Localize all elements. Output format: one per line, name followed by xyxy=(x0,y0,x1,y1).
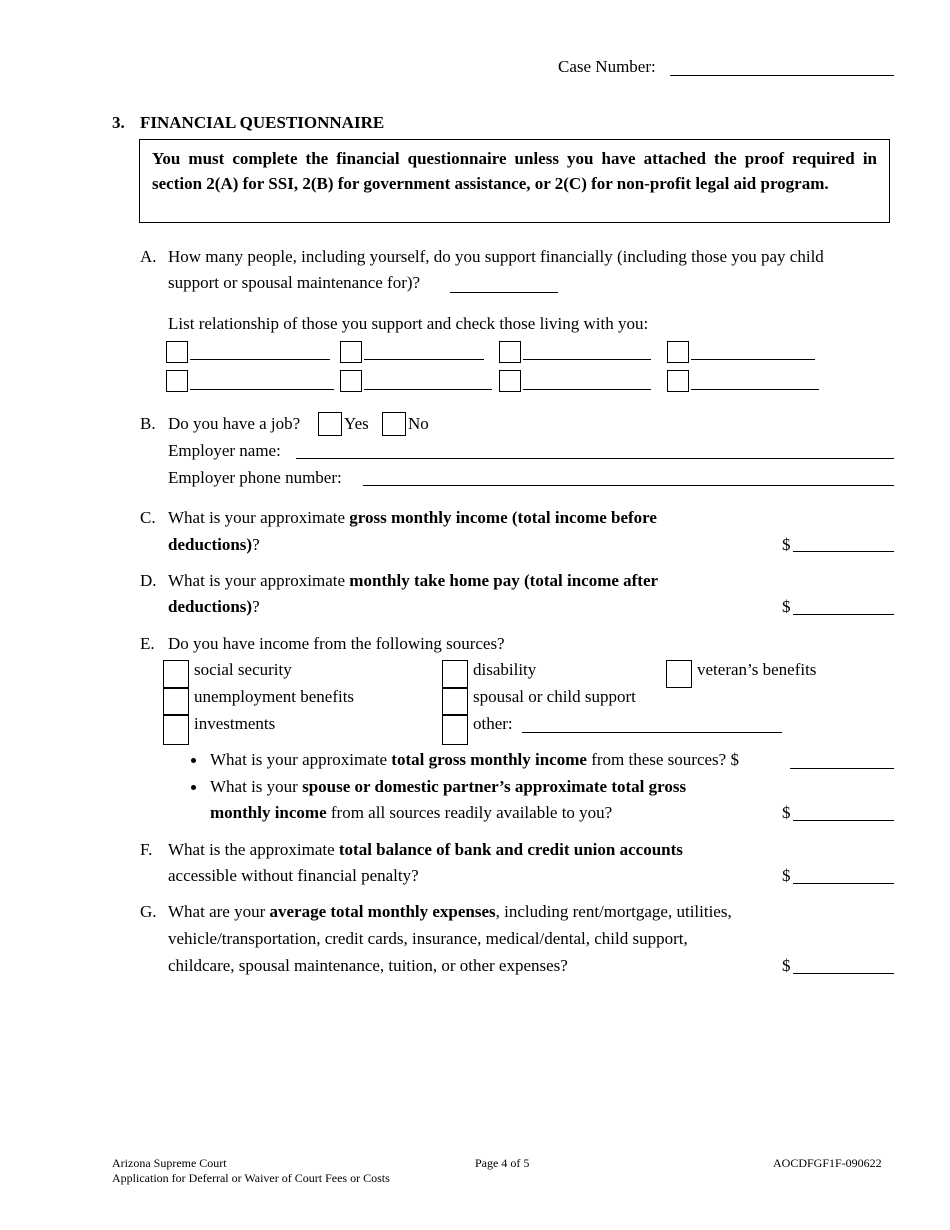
job-no-label: No xyxy=(408,414,429,433)
investments-label: investments xyxy=(194,714,276,733)
dependent-relationship-field-5[interactable] xyxy=(190,389,334,390)
gross-monthly-income-field[interactable] xyxy=(793,551,894,552)
gross-income-dollar: $ xyxy=(782,535,791,554)
unemployment-label: unemployment benefits xyxy=(194,687,355,706)
dependent-living-checkbox-1[interactable] xyxy=(166,341,188,363)
footer-form-code: AOCDFGF1F-090622 xyxy=(773,1156,882,1170)
take-home-dollar: $ xyxy=(782,597,791,616)
dependent-relationship-field-2[interactable] xyxy=(364,359,484,360)
notice-box: You must complete the financial questionnaire unless you have attached the proof required in section 2(A) for SSI, 2(B) for government assistance, or 2(C) for non-profit legal aid program. xyxy=(139,139,890,223)
question-c-line2: deductions)? xyxy=(168,535,260,554)
job-yes-checkbox[interactable] xyxy=(318,412,342,436)
spouse-income-question-line1: What is your spouse or domestic partner’s approximate total gross xyxy=(210,777,687,796)
other-source-label: other: xyxy=(473,714,513,733)
unemployment-checkbox[interactable] xyxy=(163,688,189,715)
bullet-icon xyxy=(191,785,196,790)
question-b-letter: B. xyxy=(140,414,156,433)
question-f-line2: accessible without financial penalty? xyxy=(168,866,419,885)
question-d-letter: D. xyxy=(140,571,157,590)
dependent-relationship-field-6[interactable] xyxy=(364,389,492,390)
other-source-checkbox[interactable] xyxy=(442,715,468,745)
question-c-letter: C. xyxy=(140,508,156,527)
employer-phone-label: Employer phone number: xyxy=(168,468,342,487)
question-a-line1: How many people, including yourself, do you support financially (including those you pay child xyxy=(168,247,824,266)
question-g-letter: G. xyxy=(140,902,157,921)
footer-court: Arizona Supreme Court xyxy=(112,1156,227,1170)
bank-balance-dollar: $ xyxy=(782,866,791,885)
question-d-line2: deductions)? xyxy=(168,597,260,616)
social-security-checkbox[interactable] xyxy=(163,660,189,688)
veterans-benefits-checkbox[interactable] xyxy=(666,660,692,688)
take-home-pay-field[interactable] xyxy=(793,614,894,615)
question-f-line1: What is the approximate total balance of bank and credit union accounts xyxy=(168,840,683,859)
question-g-line3: childcare, spousal maintenance, tuition, or other expenses? xyxy=(168,956,568,975)
case-number-field[interactable] xyxy=(670,75,894,76)
dependent-relationship-field-8[interactable] xyxy=(691,389,819,390)
people-supported-field[interactable] xyxy=(450,292,558,293)
employer-name-field[interactable] xyxy=(296,458,894,459)
dependent-living-checkbox-4[interactable] xyxy=(667,341,689,363)
dependent-living-checkbox-6[interactable] xyxy=(340,370,362,392)
bank-balance-field[interactable] xyxy=(793,883,894,884)
dependent-living-checkbox-3[interactable] xyxy=(499,341,521,363)
bullet-icon xyxy=(191,758,196,763)
dependent-living-checkbox-5[interactable] xyxy=(166,370,188,392)
sources-income-field[interactable] xyxy=(790,768,894,769)
question-g-line2: vehicle/transportation, credit cards, insurance, medical/dental, child support, xyxy=(168,929,688,948)
job-yes-label: Yes xyxy=(344,414,369,433)
monthly-expenses-field[interactable] xyxy=(793,973,894,974)
disability-label: disability xyxy=(473,660,537,679)
disability-checkbox[interactable] xyxy=(442,660,468,688)
question-d-line1: What is your approximate monthly take home pay (total income after xyxy=(168,571,659,590)
spousal-child-support-label: spousal or child support xyxy=(473,687,636,706)
question-e-text: Do you have income from the following sources? xyxy=(168,634,505,653)
veterans-benefits-label: veteran’s benefits xyxy=(697,660,817,679)
footer-left xyxy=(112,1156,390,1186)
dependent-relationship-field-3[interactable] xyxy=(523,359,651,360)
footer-form-title: Application for Deferral or Waiver of Court Fees or Costs xyxy=(112,1171,390,1185)
spouse-income-field[interactable] xyxy=(793,820,894,821)
question-a-letter: A. xyxy=(140,247,157,266)
other-source-field[interactable] xyxy=(522,732,782,733)
case-number-label: Case Number: xyxy=(558,57,656,76)
job-no-checkbox[interactable] xyxy=(382,412,406,436)
section-title: FINANCIAL QUESTIONNAIRE xyxy=(140,113,385,132)
dependent-living-checkbox-2[interactable] xyxy=(340,341,362,363)
section-number: 3. xyxy=(112,113,125,132)
question-g-line1: What are your average total monthly expenses, including rent/mortgage, utilities, xyxy=(168,902,732,921)
dependent-relationship-field-7[interactable] xyxy=(523,389,651,390)
monthly-expenses-dollar: $ xyxy=(782,956,791,975)
question-c-line1: What is your approximate gross monthly income (total income before xyxy=(168,508,657,527)
spouse-income-dollar: $ xyxy=(782,803,791,822)
question-a-line2: support or spousal maintenance for)? xyxy=(168,273,421,292)
list-instruction: List relationship of those you support and check those living with you: xyxy=(168,314,649,333)
spouse-income-question-line2: monthly income from all sources readily available to you? xyxy=(210,803,613,822)
dependent-living-checkbox-8[interactable] xyxy=(667,370,689,392)
dependent-living-checkbox-7[interactable] xyxy=(499,370,521,392)
question-f-letter: F. xyxy=(140,840,153,859)
footer-page-number: Page 4 of 5 xyxy=(475,1156,530,1170)
sources-income-question: What is your approximate total gross monthly income from these sources? $ xyxy=(210,750,739,769)
spousal-child-support-checkbox[interactable] xyxy=(442,688,468,715)
social-security-label: social security xyxy=(194,660,292,679)
employer-name-label: Employer name: xyxy=(168,441,281,460)
investments-checkbox[interactable] xyxy=(163,715,189,745)
dependent-relationship-field-4[interactable] xyxy=(691,359,815,360)
question-e-letter: E. xyxy=(140,634,155,653)
dependent-relationship-field-1[interactable] xyxy=(190,359,330,360)
question-b-text: Do you have a job? xyxy=(168,414,301,433)
employer-phone-field[interactable] xyxy=(363,485,894,486)
